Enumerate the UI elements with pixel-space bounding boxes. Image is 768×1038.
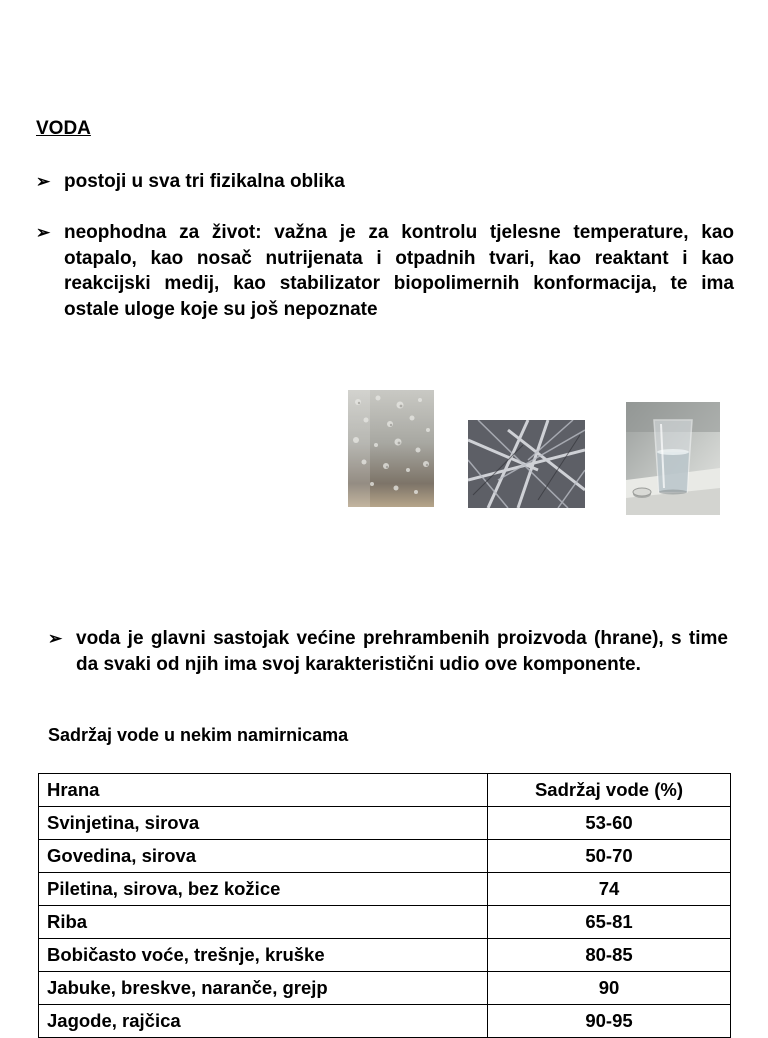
bullet-text: postoji u sva tri fizikalna oblika bbox=[64, 171, 345, 192]
water-content-cell: 50-70 bbox=[488, 840, 731, 873]
food-cell: Riba bbox=[39, 906, 488, 939]
table-header-row bbox=[39, 774, 731, 807]
condensation-photo bbox=[348, 390, 434, 507]
arrow-bullet-icon: ➢ bbox=[36, 172, 51, 191]
page-title: VODA bbox=[36, 118, 91, 139]
column-header-food: Hrana bbox=[39, 774, 488, 807]
water-content-cell: 90-95 bbox=[488, 1005, 731, 1038]
food-cell: Svinjetina, sirova bbox=[39, 807, 488, 840]
water-glass-photo bbox=[626, 402, 720, 515]
water-content-cell: 74 bbox=[488, 873, 731, 906]
food-cell: Jabuke, breskve, naranče, grejp bbox=[39, 972, 488, 1005]
table-row bbox=[39, 840, 731, 873]
bullet-item bbox=[48, 626, 728, 677]
table-row bbox=[39, 1005, 731, 1038]
food-cell: Jagode, rajčica bbox=[39, 1005, 488, 1038]
ice-crystals-photo bbox=[468, 420, 585, 508]
water-content-cell: 53-60 bbox=[488, 807, 731, 840]
food-cell: Govedina, sirova bbox=[39, 840, 488, 873]
food-cell: Piletina, sirova, bez kožice bbox=[39, 873, 488, 906]
table-row bbox=[39, 939, 731, 972]
water-content-cell: 80-85 bbox=[488, 939, 731, 972]
table-row bbox=[39, 906, 731, 939]
arrow-bullet-icon: ➢ bbox=[36, 223, 51, 242]
food-cell: Bobičasto voće, trešnje, kruške bbox=[39, 939, 488, 972]
bullet-item bbox=[36, 169, 734, 195]
table-row bbox=[39, 972, 731, 1005]
water-content-table bbox=[38, 773, 731, 1038]
water-content-cell: 90 bbox=[488, 972, 731, 1005]
table-row bbox=[39, 873, 731, 906]
bullet-text: neophodna za život: važna je za kontrolu tjelesne temperature, kao otapalo, kao nosač nutrijenata i otpadnih tvari, kao reaktant i kao reakcijski medij, kao stabilizator biopolimernih konformacija, te ima ostale uloge koje su još nepoznate bbox=[64, 222, 734, 320]
bullet-text: voda je glavni sastojak većine prehrambenih proizvoda (hrane), s time da svaki od njih ima svoj karakteristični udio ove komponente. bbox=[76, 628, 728, 675]
table-row bbox=[39, 807, 731, 840]
table-caption: Sadržaj vode u nekim namirnicama bbox=[48, 725, 349, 745]
water-content-cell: 65-81 bbox=[488, 906, 731, 939]
column-header-water-content: Sadržaj vode (%) bbox=[488, 774, 731, 807]
arrow-bullet-icon: ➢ bbox=[48, 629, 63, 648]
bullet-item bbox=[36, 220, 734, 322]
